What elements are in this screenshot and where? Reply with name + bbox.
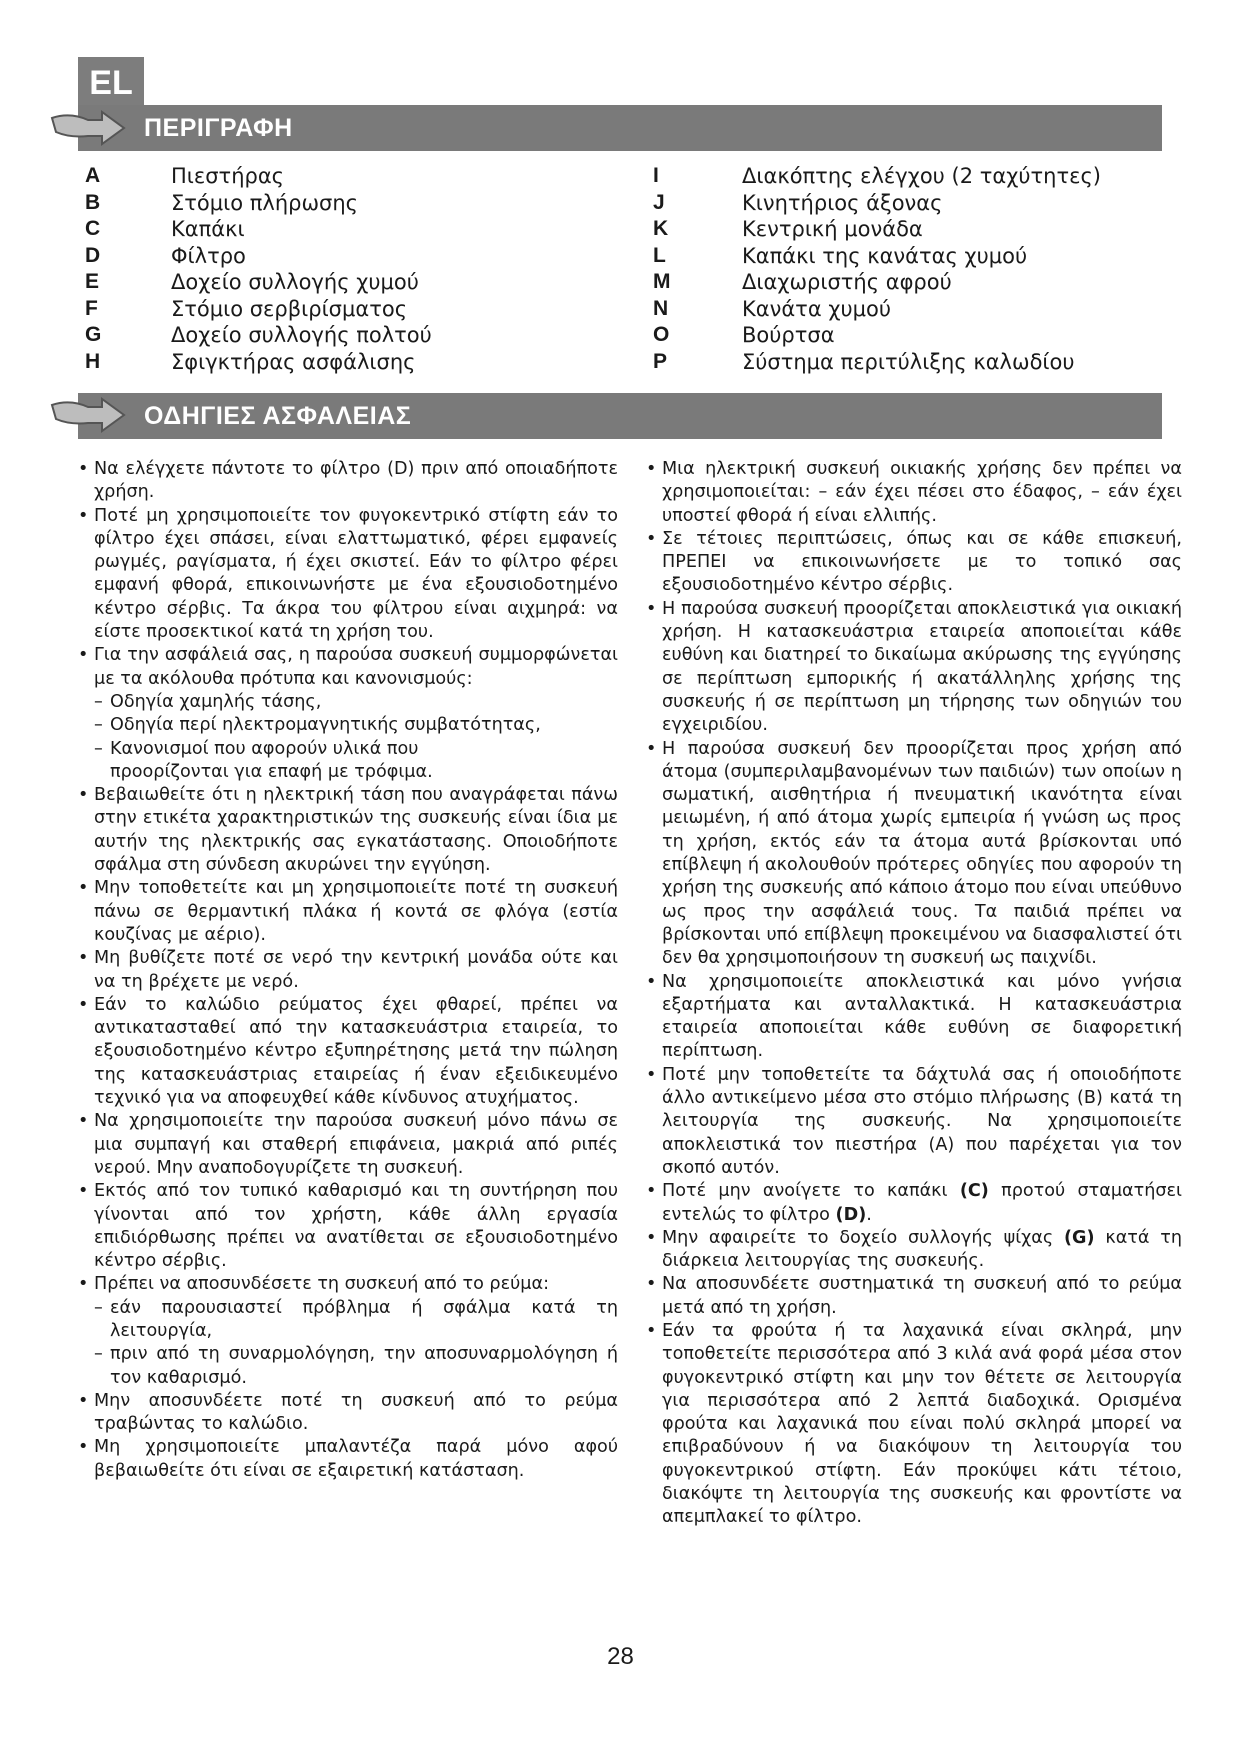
part-key: E xyxy=(85,270,100,293)
part-key: F xyxy=(85,296,98,320)
safety-bullet: • Να χρησιμοποιείτε αποκλειστικά και μόνο γνήσια εξαρτήματα και ανταλλακτικά. Η κατασκευάστρια εταιρεία αποποιείται κάθε ευθύνη σε διαφορετική περίπτωση. xyxy=(646,971,1182,1064)
part-row xyxy=(85,164,605,191)
part-label: Κανάτα χυμού xyxy=(742,296,891,321)
part-row xyxy=(653,270,1173,297)
dash-text: – Οδηγία περί ηλεκτρομαγνητικής συμβατότητας, xyxy=(110,715,541,736)
part-row xyxy=(85,191,605,218)
part-key: D xyxy=(85,243,101,267)
safety-dash-item xyxy=(78,1343,618,1390)
bullet-text: Μην αφαιρείτε το δοχείο συλλογής ψίχας xyxy=(662,1227,1065,1248)
bullet-text: κατά τη διάρκεια λειτουργίας της συσκευής. xyxy=(662,1227,1182,1272)
part-key: L xyxy=(653,243,666,267)
safety-bullet: • Μη βυθίζετε ποτέ σε νερό την κεντρική μονάδα ούτε και να τη βρέχετε με νερό. xyxy=(78,947,618,994)
safety-section-header xyxy=(78,393,1162,439)
part-key: G xyxy=(85,323,102,346)
safety-bullet: • Εκτός από τον τυπικό καθαρισμό και τη συντήρηση που γίνονται από τον χρήστη, κάθε άλλη εργασία επιδιόρθωσης πρέπει να ανατίθεται σε εξουσιοδοτημένο κέντρο σέρβις. xyxy=(78,1180,618,1273)
part-row xyxy=(85,350,605,377)
part-label: Βούρτσα xyxy=(742,323,835,347)
safety-column-left xyxy=(78,458,618,1483)
part-key: C xyxy=(85,217,101,240)
dash-text: – Κανονισμοί που αφορούν υλικά που xyxy=(110,738,419,759)
safety-title: ΟΔΗΓΙΕΣ ΑΣΦΑΛΕΙΑΣ xyxy=(144,402,412,430)
part-label: Διαχωριστής αφρού xyxy=(742,270,952,294)
part-row xyxy=(85,244,605,271)
arrow-icon xyxy=(50,395,126,435)
part-key: K xyxy=(653,217,669,240)
description-section-header xyxy=(78,105,1162,151)
part-key: A xyxy=(85,164,101,187)
safety-bullet xyxy=(646,1227,1182,1274)
part-row xyxy=(653,323,1173,350)
safety-dash-item xyxy=(78,1297,618,1344)
part-key: H xyxy=(85,349,101,373)
part-row xyxy=(653,297,1173,324)
safety-bullet: • Ποτέ μην τοποθετείτε τα δάχτυλά σας ή οποιοδήποτε άλλο αντικείμενο μέσα στο στόμιο πλήρωσης (B) κατά τη λειτουργία της συσκευής. Να χρησιμοποιείτε αποκλειστικά τον πιεστήρα (A) που παρέχεται για τον σκοπό αυτόν. xyxy=(646,1064,1182,1180)
safety-bullet xyxy=(646,1180,1182,1227)
part-row xyxy=(85,270,605,297)
arrow-icon xyxy=(50,108,126,148)
safety-bullet: • Μην αποσυνδέετε ποτέ τη συσκευή από το ρεύμα τραβώντας το καλώδιο. xyxy=(78,1390,618,1437)
part-label: Κεντρική μονάδα xyxy=(742,217,923,241)
safety-bullet: • Για την ασφάλειά σας, η παρούσα συσκευή συμμορφώνεται με τα ακόλουθα πρότυπα και κανονισμούς: xyxy=(78,644,618,691)
part-label: Διακόπτης ελέγχου (2 ταχύτητες) xyxy=(742,164,1101,188)
safety-bullet: • Να ελέγχετε πάντοτε το φίλτρο (D) πριν από οποιαδήποτε χρήση. xyxy=(78,458,618,505)
part-label: Σύστημα περιτύλιξης καλωδίου xyxy=(742,349,1075,374)
safety-bullet: • Μην τοποθετείτε και μη χρησιμοποιείτε ποτέ τη συσκευή πάνω σε θερμαντική πλάκα ή κοντά σε φλόγα (εστία κουζίνας με αέριο). xyxy=(78,877,618,947)
safety-dash-item xyxy=(78,714,618,737)
part-label: Στόμιο σερβιρίσματος xyxy=(171,296,408,321)
part-row xyxy=(85,217,605,244)
part-key: M xyxy=(653,270,671,293)
safety-bullet: • Να χρησιμοποιείτε την παρούσα συσκευή μόνο πάνω σε μια συμπαγή και σταθερή επιφάνεια, μακριά από ριπές νερού. Μην αναποδογυρίζετε τη συσκευή. xyxy=(78,1110,618,1180)
safety-bullet: • Εάν τα φρούτα ή τα λαχανικά είναι σκληρά, μην τοποθετείτε περισσότερα από 3 κιλά ανά φορά μέσα στον φυγοκεντρικό στίφτη και μην τον θέτετε σε λειτουργία για περισσότερα από 2 λεπτά διαδοχικά. Ορισμένα φρούτα και λαχανικά που είναι πολύ σκληρά μπορεί να επιβραδύνουν ή να διακόψουν τη λειτουργία του φυγοκεντρικού στίφτη. Εάν προκύψει κάτι τέτοιο, διακόψτε τη λειτουργία της συσκευής και φροντίστε να απεμπλακεί το φίλτρο. xyxy=(646,1320,1182,1530)
part-row xyxy=(653,244,1173,271)
part-key: O xyxy=(653,323,670,346)
safety-dash-item xyxy=(78,738,618,785)
description-title: ΠΕΡΙΓΡΑΦΗ xyxy=(144,114,293,142)
bullet-text: . xyxy=(866,1204,872,1225)
safety-bullet: • Να αποσυνδέετε συστηματικά τη συσκευή από το ρεύμα μετά από τη χρήση. xyxy=(646,1273,1182,1320)
parts-list-left xyxy=(85,164,605,376)
part-ref-g: (G) xyxy=(1064,1227,1095,1248)
safety-bullet: • Η παρούσα συσκευή προορίζεται αποκλειστικά για οικιακή χρήση. Η κατασκευάστρια εταιρεία αποποιείται κάθε ευθύνη και διατηρεί το δικαίωμα ακύρωσης της εγγύησης σε περίπτωση εμπορικής ή ακατάλληλης χρήσης της συσκευής ή σε περίπτωση μη τήρησης των οδηγιών του εγχειριδίου. xyxy=(646,598,1182,738)
safety-bullet: • Ποτέ μη χρησιμοποιείτε τον φυγοκεντρικό στίφτη εάν το φίλτρο έχει σπάσει, είναι ελαττωματικό, φέρει εμφανείς ρωγμές, ραγίσματα, ή έχει σκιστεί. Εάν το φίλτρο φέρει εμφανή φθορά, επικοινωνήστε με ένα εξουσιοδοτημένο κέντρο σέρβις. Τα άκρα του φίλτρου είναι αιχμηρά: να είστε προσεκτικοί κατά τη χρήση του. xyxy=(78,505,618,645)
bullet-text: προτού σταματήσει εντελώς το φίλτρο xyxy=(662,1181,1182,1225)
dash-text: προορίζονται για επαφή με τρόφιμα. xyxy=(110,761,433,782)
part-label: Φίλτρο xyxy=(171,243,246,268)
safety-column-right xyxy=(646,458,1182,1530)
part-row xyxy=(85,323,605,350)
part-ref-c: (C) xyxy=(959,1181,989,1202)
bullet-text: Ποτέ μην ανοίγετε το καπάκι xyxy=(662,1181,960,1202)
dash-text: – πριν από τη συναρμολόγηση, την αποσυναρμολόγηση ή τον καθαρισμό. xyxy=(110,1344,618,1388)
part-ref-d: (D) xyxy=(835,1204,867,1225)
page-number: 28 xyxy=(607,1643,634,1670)
part-label: Καπάκι της κανάτας χυμού xyxy=(742,243,1028,268)
part-label: Σφιγκτήρας ασφάλισης xyxy=(171,349,416,374)
part-label: Κινητήριος άξονας xyxy=(742,190,943,215)
safety-dash-item xyxy=(78,691,618,714)
part-label: Πιεστήρας xyxy=(171,164,285,188)
safety-bullet: • Η παρούσα συσκευή δεν προορίζεται προς χρήση από άτομα (συμπεριλαμβανομένων των παιδιών) των οποίων η σωματική, αισθητήρια ή πνευματική ικανότητα είναι μειωμένη, ή από άτομα χωρίς εμπειρία ή γνώση ως προς τη χρήση, εκτός εάν τα άτομα αυτά βρίσκονται υπό επίβλεψη ή ακολουθούν πρότερες οδηγίες που αφορούν τη χρήση της συσκευής από κάποιο άτομο που είναι υπεύθυνο ως προς την ασφάλειά τους. Τα παιδιά πρέπει να βρίσκονται υπό επίβλεψη προκειμένου να διασφαλιστεί ότι δεν θα χρησιμοποιήσουν τη συσκευή ως παιχνίδι. xyxy=(646,738,1182,971)
part-row xyxy=(653,191,1173,218)
part-key: N xyxy=(653,296,669,320)
safety-bullet: • Μη χρησιμοποιείτε μπαλαντέζα παρά μόνο αφού βεβαιωθείτε ότι είναι σε εξαιρετική κατάσταση. xyxy=(78,1436,618,1483)
language-tab: EL xyxy=(78,57,144,109)
part-key: I xyxy=(653,164,659,187)
safety-bullet: • Εάν το καλώδιο ρεύματος έχει φθαρεί, πρέπει να αντικατασταθεί από την κατασκευάστρια εταιρεία, το εξουσιοδοτημένο κέντρο εξυπηρέτησης μετά την πώληση της κατασκευάστριας εταιρείας ή έναν εξειδικευμένο τεχνικό για να αποφευχθεί κάθε κίνδυνος ατυχήματος. xyxy=(78,994,618,1110)
part-label: Καπάκι xyxy=(171,217,245,241)
part-label: Στόμιο πλήρωσης xyxy=(171,190,358,215)
dash-text: – Οδηγία χαμηλής τάσης, xyxy=(110,691,322,712)
safety-bullet: • Βεβαιωθείτε ότι η ηλεκτρική τάση που αναγράφεται πάνω στην ετικέτα χαρακτηριστικών της συσκευής είναι ίδια με αυτήν της ηλεκτρικής σας εγκατάστασης. Οποιοδήποτε σφάλμα στη σύνδεση ακυρώνει την εγγύηση. xyxy=(78,784,618,877)
part-label: Δοχείο συλλογής πολτού xyxy=(171,323,432,347)
safety-bullet: • Μια ηλεκτρική συσκευή οικιακής χρήσης δεν πρέπει να χρησιμοποιείται: – εάν έχει πέσει στο έδαφος, – εάν έχει υποστεί φθορά ή είναι ελλιπής. xyxy=(646,458,1182,528)
parts-list-right xyxy=(653,164,1173,376)
part-row xyxy=(653,350,1173,377)
part-row xyxy=(653,217,1173,244)
part-key: B xyxy=(85,190,101,214)
part-key: P xyxy=(653,349,668,373)
part-label: Δοχείο συλλογής χυμού xyxy=(171,270,419,294)
part-key: J xyxy=(653,190,665,214)
part-row xyxy=(653,164,1173,191)
part-row xyxy=(85,297,605,324)
safety-bullet: • Πρέπει να αποσυνδέσετε τη συσκευή από το ρεύμα: xyxy=(78,1273,618,1296)
safety-bullet: • Σε τέτοιες περιπτώσεις, όπως και σε κάθε επισκευή, ΠΡΕΠΕΙ να επικοινωνήσετε με το τοπικό σας εξουσιοδοτημένο κέντρο σέρβις. xyxy=(646,528,1182,598)
dash-text: – εάν παρουσιαστεί πρόβλημα ή σφάλμα κατά τη λειτουργία, xyxy=(110,1297,618,1341)
